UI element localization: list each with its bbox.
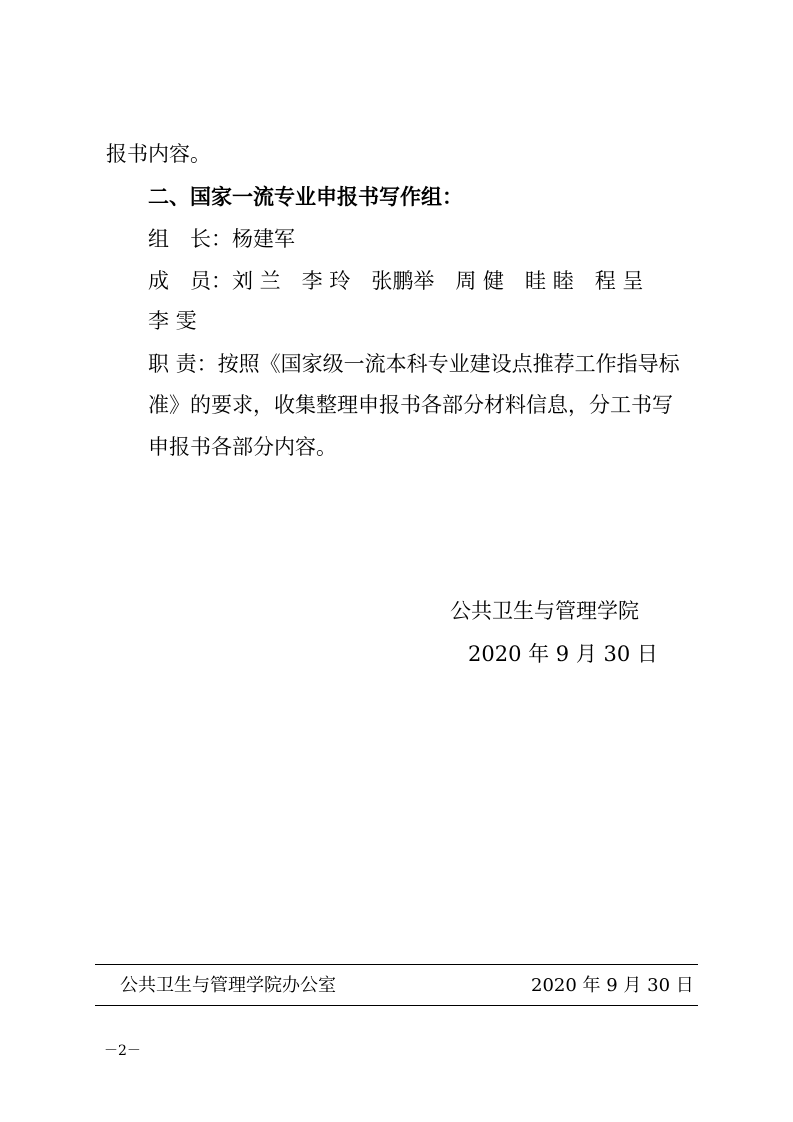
- body-continuation-text: 报书内容。: [106, 142, 211, 166]
- page-number: －2－: [104, 1043, 141, 1059]
- leader-line: 组 长：杨建军: [148, 227, 295, 251]
- footer-date: 2020 年 9 月 30 日: [531, 975, 694, 996]
- duty-line-2: 准》的要求，收集整理申报书各部分材料信息，分工书写: [148, 393, 673, 417]
- footer-issuer: 公共卫生与管理学院办公室: [120, 975, 336, 996]
- signature-org: 公共卫生与管理学院: [450, 599, 639, 623]
- duty-line-3: 申报书各部分内容。: [148, 435, 337, 459]
- members-line-2: 李 雯: [148, 309, 197, 333]
- footer-top-rule: [95, 964, 698, 965]
- footer-bottom-rule: [95, 1005, 698, 1006]
- section-heading: 二、国家一流专业申报书写作组：: [148, 185, 463, 209]
- signature-date: 2020 年 9 月 30 日: [468, 642, 658, 666]
- members-line-1: 成 员：刘 兰 李 玲 张鹏举 周 健 眭 睦 程 呈: [148, 269, 644, 293]
- duty-line-1: 职 责：按照《国家级一流本科专业建设点推荐工作指导标: [148, 352, 680, 376]
